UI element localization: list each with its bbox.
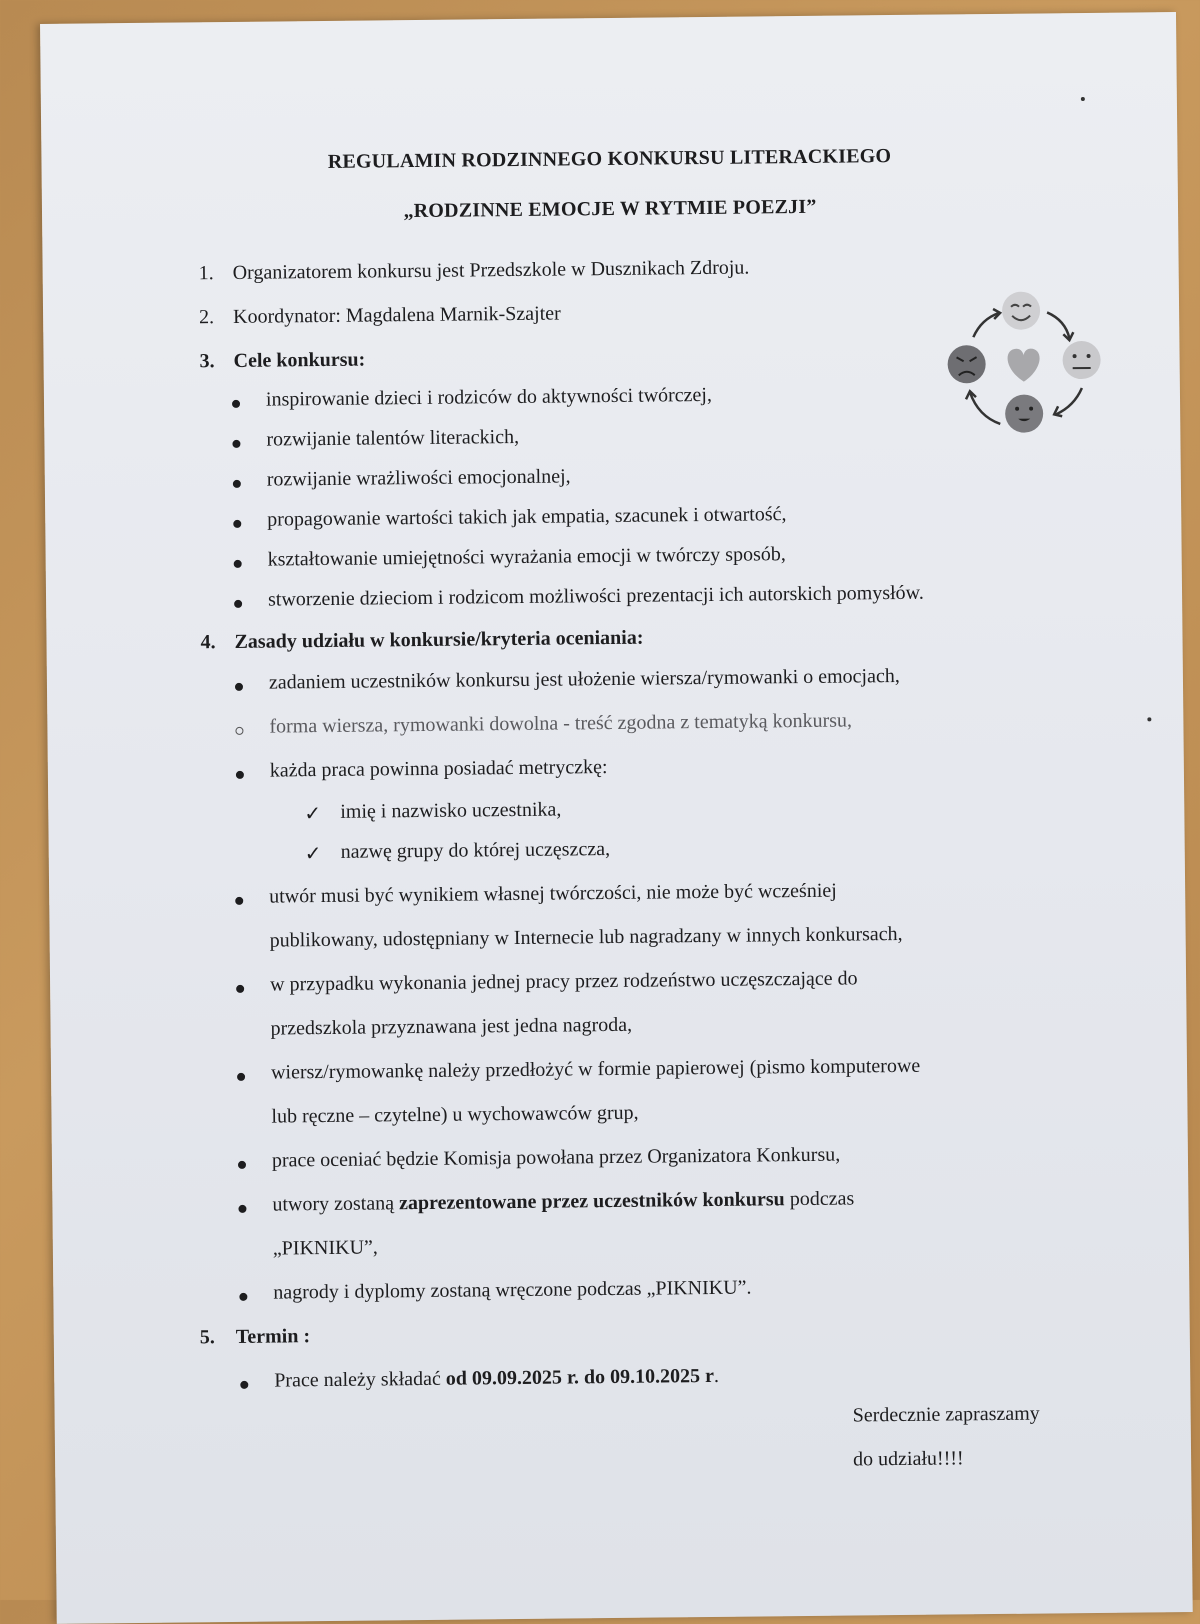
goal-item: kształtowanie umiejętności wyrażania emocji w twórczy sposób, — [267, 543, 786, 571]
bullet-icon — [233, 480, 241, 488]
organizer-text: Organizatorem konkursu jest Przedszkole w Dusznikach Zdroju. — [232, 256, 750, 284]
term-text-regular: Prace należy składać — [274, 1367, 446, 1392]
item-number-5: 5. — [199, 1326, 215, 1349]
goal-item: rozwijanie talentów literackich, — [266, 425, 520, 451]
rule-text: podczas — [784, 1187, 855, 1211]
rule-item: utwór musi być wynikiem własnej twórczości, nie może być wcześniej — [269, 879, 837, 908]
paper-speck — [1081, 97, 1085, 101]
angry-face-icon — [947, 345, 985, 383]
term-text — [274, 1365, 719, 1393]
bullet-icon — [239, 1293, 247, 1301]
term-dates: od 09.09.2025 r. do 09.10.2025 r — [445, 1364, 715, 1390]
rule-text-bold: zaprezentowane przez uczestników konkursu — [398, 1188, 785, 1215]
goals-heading: Cele konkursu: — [233, 348, 366, 372]
closing-invitation: Serdecznie zapraszamy — [852, 1402, 1040, 1427]
regulations-document — [40, 12, 1193, 1624]
item-number-1: 1. — [198, 262, 214, 285]
bullet-icon — [235, 683, 243, 691]
emotions-cycle-icon — [933, 288, 1105, 450]
bullet-icon — [233, 520, 241, 528]
metric-item: nazwę grupy do której uczęszcza, — [340, 838, 611, 863]
neutral-face-icon — [1062, 341, 1100, 379]
bullet-icon — [238, 1161, 246, 1169]
item-number-4: 4. — [200, 631, 216, 654]
rule-item: nagrody i dyplomy zostaną wręczone podczas „PIKNIKU”. — [273, 1276, 752, 1304]
rule-item-continued: przedszkola przyznawana jest jedna nagroda, — [270, 1013, 633, 1040]
closing-invitation: do udziału!!!! — [852, 1447, 964, 1471]
goal-item: inspirowanie dzieci i rodziców do aktywności twórczej, — [265, 383, 713, 411]
item-number-2: 2. — [198, 306, 215, 329]
checkmark-icon: ✓ — [304, 801, 322, 826]
document-title: REGULAMIN RODZINNEGO KONKURSU LITERACKIEGO — [327, 145, 892, 173]
heart-icon — [1007, 348, 1039, 381]
bullet-icon — [236, 771, 244, 779]
rule-item: forma wiersza, rymowanki dowolna - treść zgodna z tematyką konkursu, — [269, 709, 853, 738]
bullet-icon — [234, 600, 242, 608]
bullet-icon — [238, 1205, 246, 1213]
item-number-3: 3. — [199, 350, 215, 373]
bullet-icon — [240, 1381, 248, 1389]
bullet-icon — [234, 560, 242, 568]
worried-face-icon — [1005, 394, 1043, 432]
rule-item-continued: „PIKNIKU”, — [272, 1236, 378, 1260]
metric-item: imię i nazwisko uczestnika, — [340, 798, 562, 823]
rule-item: zadaniem uczestników konkursu jest ułożenie wiersza/rymowanki o emocjach, — [268, 664, 900, 694]
bullet-icon — [237, 1073, 245, 1081]
bullet-icon — [236, 985, 244, 993]
rule-item — [272, 1187, 854, 1216]
bullet-icon — [232, 440, 240, 448]
rule-item: wiersz/rymowankę należy przedłożyć w formie papierowej (pismo komputerowe — [270, 1054, 921, 1084]
bullet-icon — [235, 727, 243, 735]
rule-item: prace oceniać będzie Komisja powołana przez Organizatora Konkursu, — [271, 1143, 841, 1172]
term-heading: Termin : — [235, 1325, 311, 1348]
goal-item: rozwijanie wrażliwości emocjonalnej, — [266, 465, 571, 491]
rule-item-continued: lub ręczne – czytelne) u wychowawców grup, — [271, 1101, 639, 1128]
paper-sheet — [40, 12, 1193, 1624]
coordinator-text: Koordynator: Magdalena Marnik-Szajter — [232, 302, 561, 328]
goal-item: stworzenie dzieciom i rodzicom możliwości prezentacji ich autorskich pomysłów. — [267, 581, 924, 611]
contest-name: „RODZINNE EMOCJE W RYTMIE POEZJI” — [403, 195, 817, 223]
rule-item: w przypadku wykonania jednej pracy przez rodzeństwo uczęszczające do — [269, 967, 858, 996]
bullet-icon — [235, 897, 243, 905]
term-text-regular: . — [713, 1364, 720, 1387]
bullet-icon — [232, 400, 240, 408]
paper-speck — [1147, 717, 1151, 721]
rules-heading: Zasady udziału w konkursie/kryteria oceniania: — [234, 626, 644, 653]
rule-text: utwory zostaną — [272, 1192, 400, 1216]
rule-item: każda praca powinna posiadać metryczkę: — [269, 756, 608, 782]
goal-item: propagowanie wartości takich jak empatia, szacunek i otwartość, — [267, 503, 787, 531]
happy-face-icon — [1002, 291, 1040, 329]
rule-item-continued: publikowany, udostępniany w Internecie lub nagradzany w innych konkursach, — [269, 922, 903, 952]
checkmark-icon: ✓ — [304, 841, 322, 866]
